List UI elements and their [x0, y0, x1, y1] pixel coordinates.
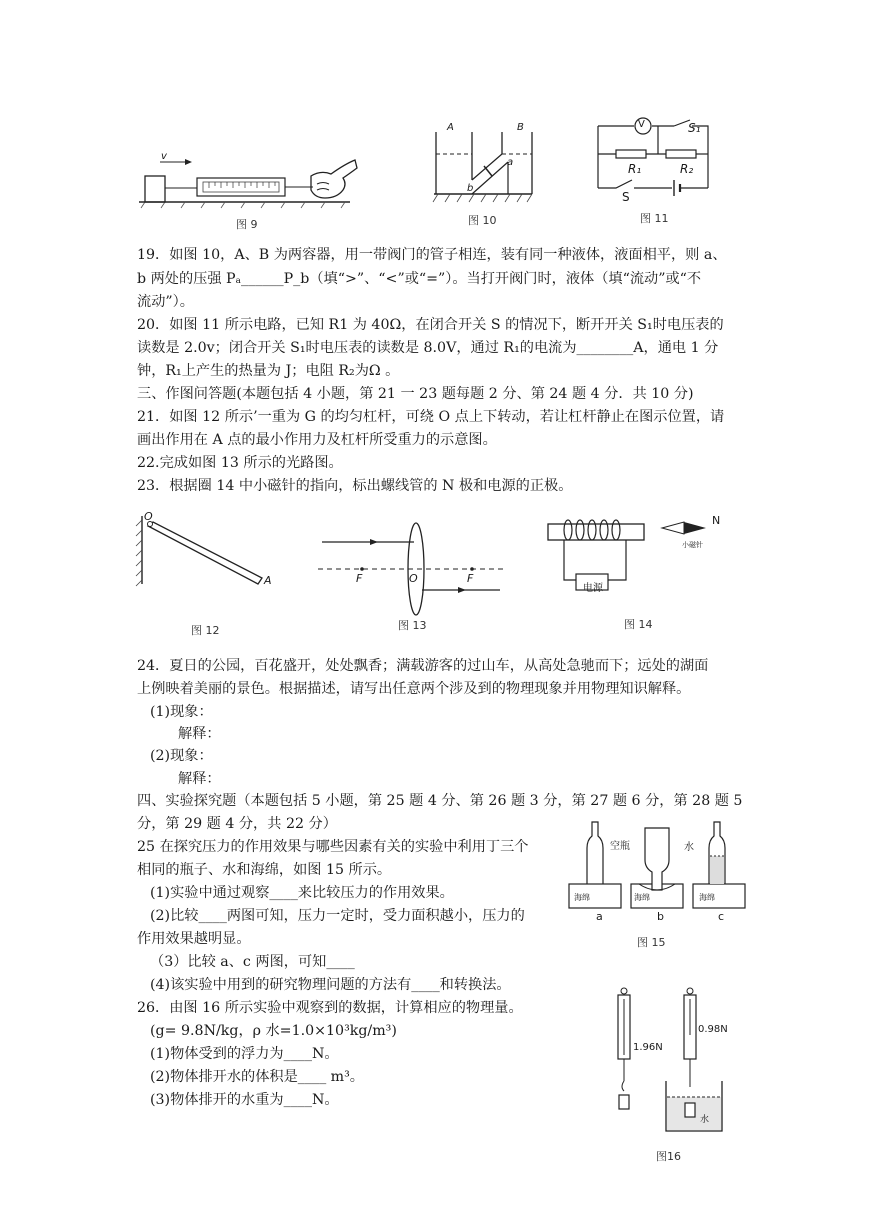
question-21-line-2: 画出作用在 A 点的最小作用力及杠杆所受重力的示意图。: [137, 432, 497, 448]
question-24-explanation-1: 解释：: [178, 726, 221, 742]
question-23: 23．根据圈 14 中小磁针的指向，标出螺线管的 N 极和电源的正极。: [137, 478, 573, 494]
section-4-heading-line-2: 分，第 29 题 4 分，共 22 分）: [137, 816, 337, 832]
question-20-line-1: 20．如图 11 所示电路，已知 R1 为 40Ω，在闭合开关 S 的情况下，断开开关 S₁时电压表的: [137, 317, 724, 333]
figure-13-label-O: O: [409, 572, 418, 585]
figure-15-sponge-a: 海绵: [574, 893, 590, 902]
figure-9-caption: 图 9: [236, 218, 258, 231]
figure-15-empty-bottle-label: 空瓶: [610, 841, 630, 852]
figure-10-label-B: B: [517, 122, 524, 133]
figure-12-caption: 图 12: [191, 624, 220, 637]
figure-13-caption: 图 13: [398, 619, 427, 632]
question-25-line-1: 25 在探究压力的作用效果与哪些因素有关的实验中利用丁三个: [137, 839, 529, 855]
question-25-part-2a: (2)比较____两图可知，压力一定时，受力面积越小，压力的: [150, 908, 525, 924]
question-22: 22.完成如图 13 所示的光路图。: [137, 455, 343, 471]
figure-16-diagram: [604, 985, 734, 1137]
figure-14-caption: 图 14: [624, 618, 653, 631]
figure-13-label-F-right: F: [467, 572, 474, 585]
figure-14-diagram: [544, 516, 714, 608]
figure-12-label-O: O: [144, 510, 153, 523]
question-20-line-2: 读数是 2.0v；闭合开关 S₁时电压表的读数是 8.0V，通过 R₁的电流为________A，通电 1 分: [137, 340, 719, 356]
figure-10-diagram: [428, 124, 538, 210]
question-19-line-2: b 两处的压强 Pₐ______P_b（填“>”、“<”或“=”）。当打开阀门时，液体（填“流动”或“不: [137, 271, 702, 287]
figure-10-label-A: A: [447, 122, 454, 133]
figure-16-water-label: 水: [700, 1115, 710, 1125]
question-25-part-4: (4)该实验中用到的研究物理问题的方法有____和转换法。: [150, 977, 511, 993]
figure-16-reading-1: 1.96N: [633, 1042, 663, 1053]
figure-15-caption: 图 15: [637, 936, 666, 949]
question-26-line-1: 26．由图 16 所示实验中观察到的数据，计算相应的物理量。: [137, 1000, 523, 1016]
figure-16-caption: 图16: [656, 1150, 681, 1163]
figure-9-velocity-label: v: [161, 151, 167, 162]
question-25-line-2: 相同的瓶子、水和海绵，如图 15 所示。: [137, 862, 392, 878]
figure-14-needle-label: 小磁针: [682, 541, 703, 549]
question-24-phenomenon-1: (1)现象：: [150, 704, 213, 720]
question-26-part-1: (1)物体受到的浮力为____N。: [150, 1046, 339, 1062]
question-26-part-3: (3)物体排开的水重为____N。: [150, 1092, 339, 1108]
question-24-explanation-2: 解释：: [178, 771, 221, 787]
figure-11-label-R2: R₂: [680, 162, 694, 176]
figure-15-label-b: b: [657, 910, 664, 923]
figure-9-diagram: [135, 148, 355, 210]
figure-13-label-F-left: F: [356, 572, 363, 585]
figure-10-label-b: b: [467, 183, 474, 194]
figure-14-label-N: N: [712, 514, 721, 527]
figure-14-power-label: 电源: [583, 583, 603, 594]
question-25-part-2b: 作用效果越明显。: [137, 931, 251, 947]
figure-11-label-S: S: [622, 190, 630, 204]
figure-11-caption: 图 11: [640, 212, 669, 225]
question-24-phenomenon-2: (2)现象：: [150, 748, 213, 764]
question-24-line-2: 上例映着美丽的景色。根据描述，请写出任意两个涉及到的物理现象并用物理知识解释。: [137, 681, 691, 697]
question-25-part-3: （3）比较 a、c 两图，可知____: [150, 954, 355, 970]
figure-11-label-S1: S₁: [688, 121, 701, 135]
figure-13-diagram: [318, 514, 508, 604]
figure-15-label-a: a: [596, 910, 603, 923]
figure-15-label-c: c: [718, 910, 725, 923]
section-3-heading: 三、作图问答题(本题包括 4 小题，第 21 一 23 题每题 2 分、第 24 题 4 分．共 10 分): [137, 386, 694, 402]
question-21-line-1: 21．如图 12 所示’一重为 G 的均匀杠杆，可绕 O 点上下转动，若让杠杆静止在图示位置，请: [137, 409, 725, 425]
figure-10-label-a: a: [507, 157, 514, 168]
figure-11-voltmeter-label: V: [638, 119, 645, 130]
question-25-part-1: (1)实验中通过观察____来比较压力的作用效果。: [150, 885, 454, 901]
figure-16-reading-2: 0.98N: [698, 1024, 728, 1035]
figure-11-label-R1: R₁: [628, 162, 642, 176]
question-24-line-1: 24．夏日的公园，百花盛开，处处飘香；满载游客的过山车，从高处急驰而下；远处的湖面: [137, 658, 709, 674]
figure-15-water-label: 水: [684, 842, 694, 853]
question-19-line-1: 19．如图 10，A、B 为两容器，用一带阀门的管子相连，装有同一种液体，液面相平，则 a、: [137, 247, 727, 263]
question-19-line-3: 流动”）。: [137, 294, 194, 310]
figure-15-sponge-b: 海绵: [634, 893, 650, 902]
question-20-line-3: 钟，R₁上产生的热量为 J；电阻 R₂为Ω 。: [137, 363, 400, 379]
figure-12-label-A: A: [264, 574, 272, 587]
question-26-line-2: (g= 9.8N/kg，ρ 水=1.0×10³kg/m³): [150, 1023, 397, 1039]
figure-10-caption: 图 10: [468, 214, 497, 227]
figure-12-diagram: [134, 514, 274, 610]
figure-15-sponge-c: 海绵: [699, 893, 715, 902]
section-4-heading-line-1: 四、实验探究题（本题包括 5 小题，第 25 题 4 分、第 26 题 3 分，第 27 题 6 分，第 28 题 5: [137, 793, 743, 809]
question-26-part-2: (2)物体排开水的体积是____ m³。: [150, 1069, 364, 1085]
